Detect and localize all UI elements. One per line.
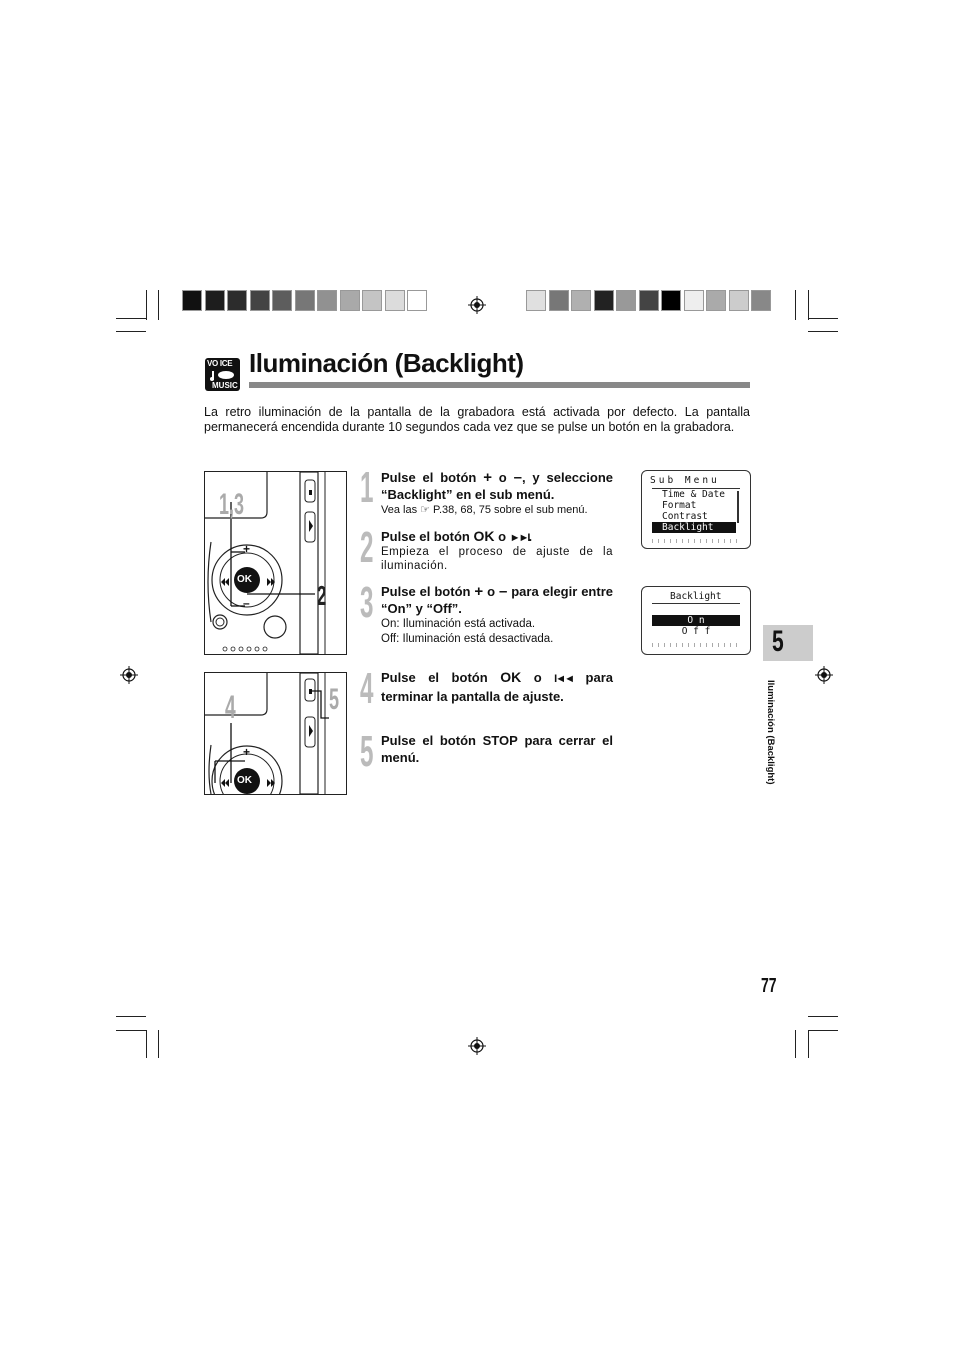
registration-mark-icon [815, 666, 833, 684]
step-2-note: Empieza el proceso de ajuste de la iluminación. [381, 546, 613, 572]
step-3-off-note: Off: Iluminación está desactivada. [381, 633, 554, 645]
registration-mark-icon [468, 296, 486, 314]
crop-mark [808, 331, 838, 332]
color-swatch [616, 290, 636, 311]
crop-mark [116, 331, 146, 332]
color-swatch [385, 290, 405, 311]
color-swatch [549, 290, 569, 311]
color-swatch [571, 290, 591, 311]
mode-icon-voice-label: VO ICE [207, 359, 233, 368]
ok-symbol: OK [500, 669, 522, 685]
plus-symbol: + [474, 583, 484, 600]
crop-mark [158, 290, 159, 320]
crop-mark [146, 1030, 147, 1058]
crop-mark [808, 318, 838, 319]
ok-button-label: OK [237, 574, 252, 585]
step-3-instruction: Pulse el botón + o – para elegir entre “On” y “Off”. [381, 583, 613, 616]
callout-step-2: 2 [317, 580, 327, 611]
ok-button-label: OK [237, 775, 252, 786]
page-title: Iluminación (Backlight) [249, 348, 524, 378]
lcd-backlight-screen [641, 586, 751, 655]
color-swatch [205, 290, 225, 311]
color-swatch [684, 290, 704, 311]
plus-button-label: + [243, 542, 251, 556]
lcd-menu-item: Format [662, 500, 697, 511]
color-swatch [729, 290, 749, 311]
callout-step-1-3: 1,3 [219, 488, 245, 521]
color-swatch [751, 290, 771, 311]
registration-mark-icon [468, 1037, 486, 1055]
lcd-sub-menu-screen [641, 470, 751, 549]
color-swatch [317, 290, 337, 311]
lcd-blink-dots [652, 643, 740, 647]
step-3-on-note: On: Iluminación está activada. [381, 618, 536, 630]
registration-mark-icon [120, 666, 138, 684]
lcd-option-list [652, 615, 740, 637]
plus-button-label: + [243, 745, 251, 759]
color-swatch [272, 290, 292, 311]
ok-symbol: OK [473, 528, 495, 544]
step-2-instruction: Pulse el botón OK o ►►I. [381, 528, 533, 544]
step-number: 3 [360, 578, 374, 627]
title-underline-bar [249, 382, 750, 388]
color-swatch [639, 290, 659, 311]
step-1-note: Vea las ☞ P.38, 68, 75 sobre el sub menú. [381, 504, 588, 516]
color-swatch [182, 290, 202, 311]
color-swatch [295, 290, 315, 311]
crop-mark [146, 290, 147, 320]
crop-mark [795, 290, 796, 320]
color-swatch [661, 290, 681, 311]
color-swatch [362, 290, 382, 311]
color-swatch [340, 290, 360, 311]
crop-mark [808, 1030, 809, 1058]
lcd-menu-item: Time & Date [662, 489, 725, 500]
step-5-instruction: Pulse el botón STOP para cerrar el menú. [381, 733, 613, 765]
rewind-icon: I◄◄ [554, 673, 574, 685]
minus-symbol: – [498, 583, 508, 600]
color-swatch [526, 290, 546, 311]
step-1-instruction: Pulse el botón + o –, y seleccione “Backlight” en el sub menú. [381, 469, 613, 502]
chapter-tab [763, 625, 813, 661]
crop-mark [116, 1016, 146, 1017]
lcd-title: Sub Menu [650, 475, 720, 486]
lcd-option-item: O n [652, 615, 740, 626]
minus-symbol: – [513, 469, 522, 486]
lcd-menu-list [652, 489, 736, 533]
step-number: 2 [360, 523, 374, 572]
step-number: 4 [360, 664, 374, 713]
music-note-icon [208, 369, 238, 381]
lcd-scrollbar [737, 491, 739, 523]
crop-mark [116, 318, 146, 319]
stop-symbol: STOP [482, 733, 518, 748]
lcd-title-rule [652, 603, 740, 604]
crop-mark [808, 290, 809, 320]
lcd-title: Backlight [670, 591, 722, 602]
step-4-instruction: Pulse el botón OK o I◄◄ para terminar la pantalla de ajuste. [381, 669, 613, 704]
color-swatch [407, 290, 427, 311]
lcd-blink-dots [652, 539, 740, 543]
page-number: 77 [761, 975, 777, 997]
crop-mark [795, 1030, 796, 1058]
color-swatch [706, 290, 726, 311]
mode-icon-music-label: MUSIC [212, 381, 238, 390]
crop-mark [116, 1030, 146, 1031]
minus-button-label: – [243, 596, 250, 610]
color-swatch [227, 290, 247, 311]
callout-step-5: 5 [329, 683, 340, 716]
side-section-label: Iluminación (Backlight) [765, 680, 776, 785]
lcd-option-item: O f f [681, 626, 711, 637]
fast-forward-icon: ►►I [509, 532, 529, 544]
voice-music-mode-icon [205, 358, 240, 391]
callout-step-4: 4 [225, 689, 236, 725]
crop-mark [808, 1030, 838, 1031]
recorder-illustration-1 [204, 471, 347, 655]
plus-symbol: + [483, 469, 492, 486]
lcd-menu-item: Backlight [652, 522, 736, 533]
crop-mark [808, 1016, 838, 1017]
color-swatch [250, 290, 270, 311]
lcd-menu-item: Contrast [662, 511, 708, 522]
crop-mark [158, 1030, 159, 1058]
step-number: 1 [360, 463, 374, 512]
recorder-illustration-2 [204, 672, 347, 795]
step-number: 5 [360, 727, 374, 776]
color-swatch [594, 290, 614, 311]
chapter-number: 5 [772, 625, 784, 658]
intro-paragraph: La retro iluminación de la pantalla de la grabadora está activada por defecto. La pantalla permanecerá encendida durante 10 segundos cada vez que se pulse un botón en la grabadora. [204, 405, 750, 434]
